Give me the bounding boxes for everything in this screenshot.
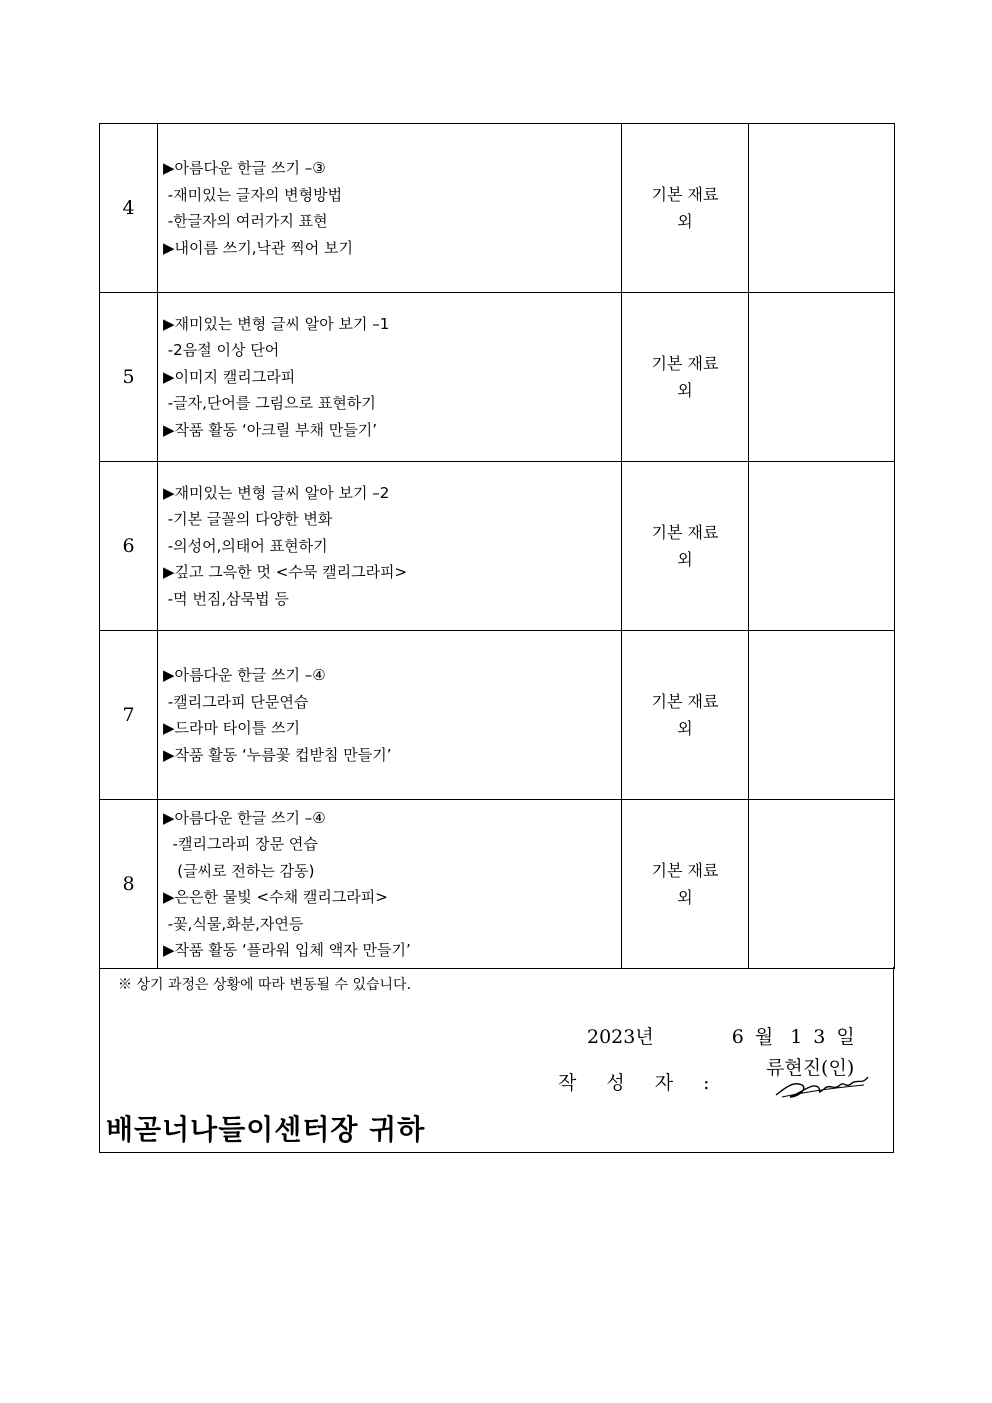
materials-cell	[622, 800, 749, 969]
material-text: 외	[677, 212, 693, 231]
date-month-unit: 월	[754, 1026, 785, 1048]
content-line: ▶작품 활동 ‘누름꽃 컵받침 만들기’	[163, 745, 392, 764]
content-line: ▶드라마 타이틀 쓰기	[163, 719, 300, 737]
content-line: ▶이미지 캘리그라피	[163, 367, 296, 386]
content-line: -먹 번짐,삼묵법 등	[163, 589, 289, 608]
content-line: -기본 글꼴의 다양한 변화	[163, 510, 333, 529]
material-text: 기본 재료	[651, 185, 719, 204]
material-text: 기본 재료	[651, 354, 719, 373]
material-text: 기본 재료	[651, 861, 719, 880]
material-text: 외	[677, 888, 693, 907]
content-line: ▶재미있는 변형 글씨 알아 보기 –1	[163, 314, 390, 333]
content-line: ▶아름다운 한글 쓰기 –④	[163, 666, 326, 684]
change-notice: ※ 상기 과정은 상황에 따라 변동될 수 있습니다.	[118, 977, 412, 993]
curriculum-row	[100, 124, 895, 293]
content-line: ▶아름다운 한글 쓰기 –④	[163, 808, 326, 827]
materials-cell	[622, 462, 749, 631]
note-cell	[749, 462, 895, 631]
curriculum-table-wrapper	[99, 123, 894, 969]
session-number: 6	[100, 462, 158, 631]
content-line: ▶은은한 물빛 <수채 캘리그라피>	[163, 888, 388, 906]
session-number: 5	[100, 293, 158, 462]
curriculum-row	[100, 462, 895, 631]
content-line: -한글자의 여러가지 표현	[163, 212, 328, 230]
author-label: 작 성 자 :	[558, 1072, 722, 1094]
session-content	[158, 800, 622, 969]
content-line: ▶아름다운 한글 쓰기 –③	[163, 159, 326, 177]
curriculum-row	[100, 800, 895, 969]
content-line: (글씨로 전하는 감동)	[163, 861, 315, 880]
note-cell	[749, 293, 895, 462]
content-line: ▶작품 활동 ‘플라워 입체 액자 만들기’	[163, 941, 411, 959]
session-content	[158, 631, 622, 800]
content-line: -캘리그라피 단문연습	[163, 692, 309, 711]
material-text: 기본 재료	[651, 523, 719, 542]
session-number: 7	[100, 631, 158, 800]
session-content	[158, 462, 622, 631]
handwritten-signature	[772, 1067, 872, 1101]
materials-cell	[622, 124, 749, 293]
materials-cell	[622, 631, 749, 800]
content-line: -꽃,식물,화분,자연등	[163, 914, 304, 933]
material-text: 기본 재료	[651, 692, 719, 711]
session-number: 4	[100, 124, 158, 293]
date-year: 2023년	[587, 1026, 654, 1048]
session-content	[158, 293, 622, 462]
material-text: 외	[677, 719, 693, 738]
document-footer	[99, 967, 894, 1153]
content-line: ▶깊고 그윽한 멋 <수묵 캘리그라피>	[163, 563, 408, 582]
date-month: 6	[731, 1026, 755, 1048]
recipient-line: 배곧너나들이센터장 귀하	[106, 1113, 426, 1146]
content-line: -의성어,의태어 표현하기	[163, 536, 328, 555]
content-line: ▶재미있는 변형 글씨 알아 보기 –2	[163, 483, 390, 502]
materials-cell	[622, 293, 749, 462]
session-content	[158, 124, 622, 293]
date-day-unit: 일	[836, 1026, 855, 1048]
content-line: -재미있는 글자의 변형방법	[163, 185, 343, 204]
curriculum-row	[100, 293, 895, 462]
curriculum-row	[100, 631, 895, 800]
note-cell	[749, 800, 895, 969]
content-line: ▶내이름 쓰기,낙관 찍어 보기	[163, 238, 353, 257]
content-line: -캘리그라피 장문 연습	[163, 835, 318, 853]
material-text: 외	[677, 550, 693, 569]
material-text: 외	[677, 381, 693, 400]
author-name: 류현진(인)	[766, 1057, 855, 1079]
content-line: -글자,단어를 그림으로 표현하기	[163, 394, 376, 413]
content-line: ▶작품 활동 ‘아크릴 부채 만들기’	[163, 420, 378, 439]
note-cell	[749, 631, 895, 800]
content-line: -2음절 이상 단어	[163, 341, 280, 360]
curriculum-table	[99, 123, 895, 969]
curriculum-rows	[100, 124, 895, 969]
date-day: 13	[790, 1026, 837, 1048]
document-date	[587, 1022, 855, 1049]
session-number: 8	[100, 800, 158, 969]
note-cell	[749, 124, 895, 293]
